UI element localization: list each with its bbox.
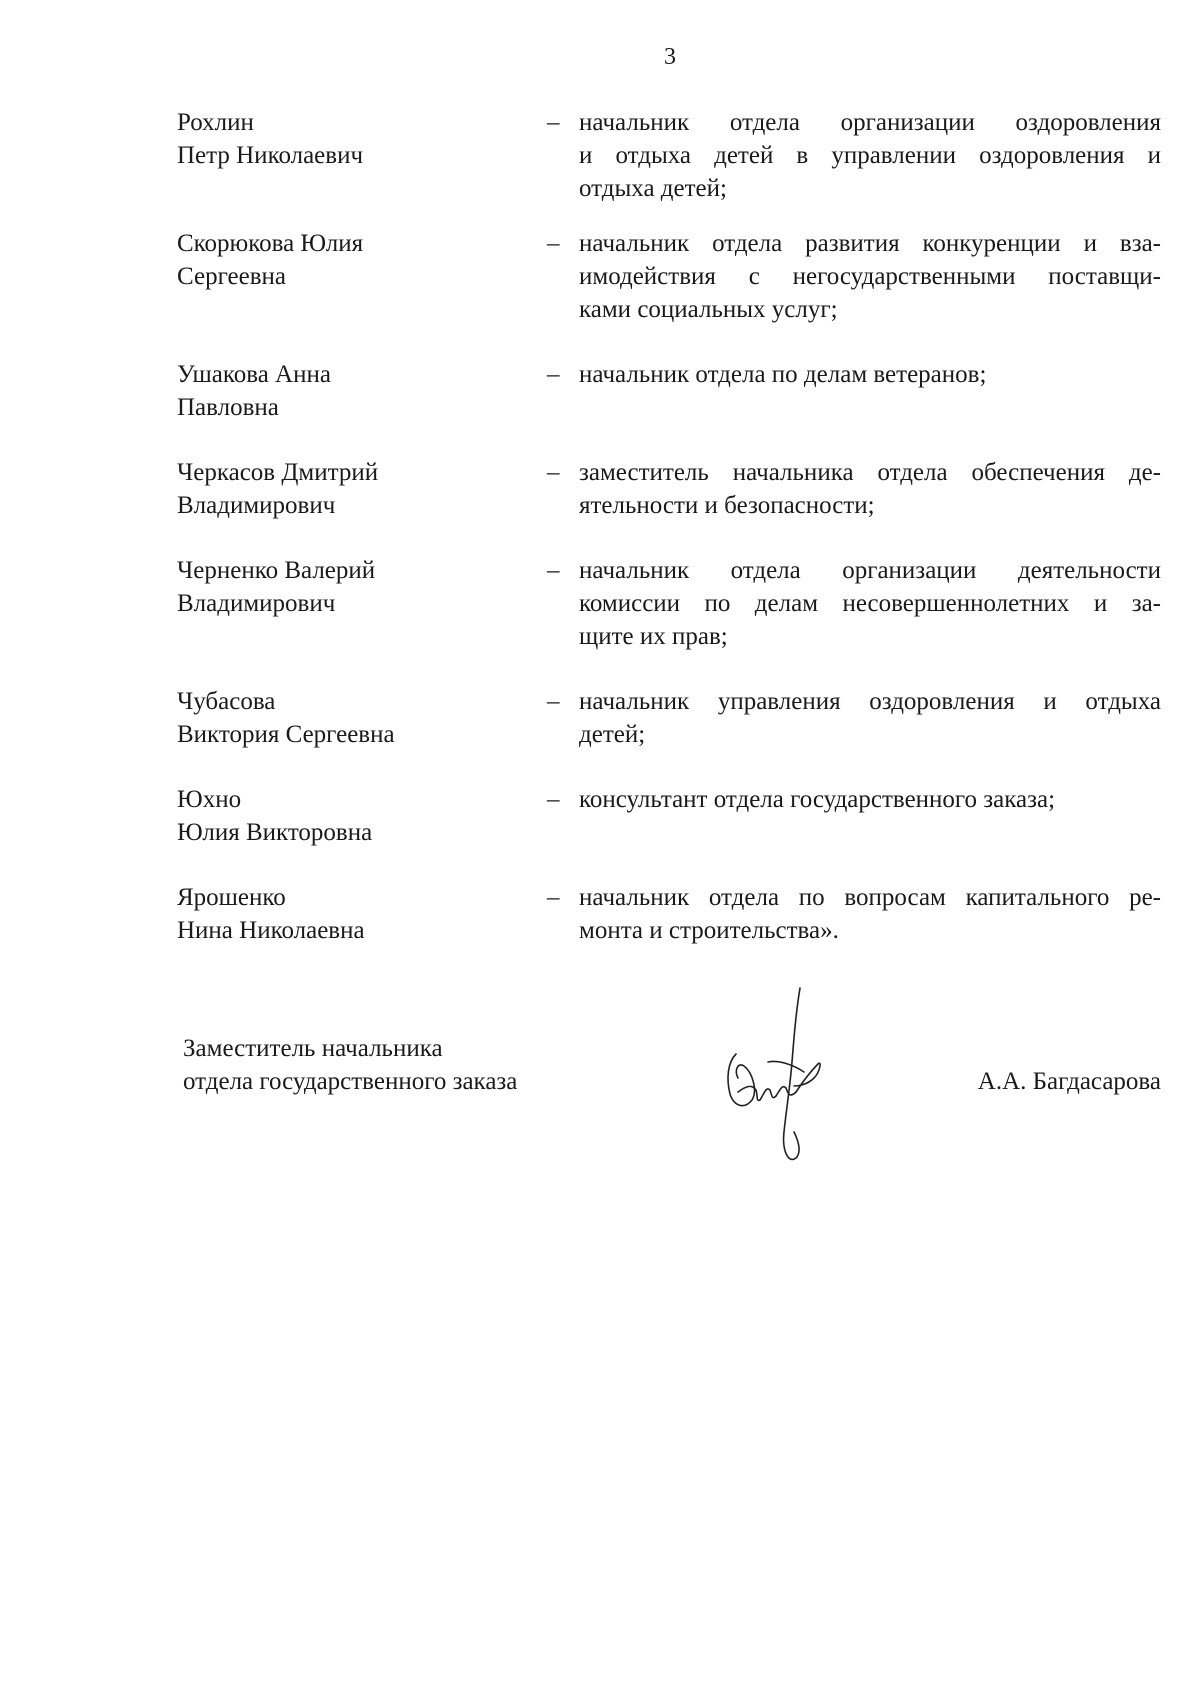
member-entry — [177, 358, 1161, 424]
role-line: консультант отдела государственного заказа; — [579, 786, 1056, 813]
member-surname: Ярошенко — [177, 884, 286, 911]
role-line: имодействия с негосударственными поставщи- — [579, 263, 1161, 290]
role-line: начальник отдела организации оздоровления — [579, 109, 1161, 136]
member-role — [579, 783, 1161, 816]
member-given-name: Владимирович — [177, 590, 336, 617]
dash: – — [547, 688, 560, 715]
signatory-name: А.А. Багдасарова — [977, 1068, 1161, 1095]
member-entry — [177, 456, 1161, 522]
member-given-name: Юлия Викторовна — [177, 819, 373, 846]
member-role — [579, 456, 1161, 522]
dash: – — [547, 557, 560, 584]
dash: – — [547, 459, 560, 486]
dash: – — [547, 230, 560, 257]
member-role — [579, 685, 1161, 751]
dash: – — [547, 361, 560, 388]
member-name — [177, 881, 547, 947]
member-given-name: Нина Николаевна — [177, 917, 365, 944]
role-line: отдыха детей; — [579, 175, 727, 202]
role-line: ками социальных услуг; — [579, 296, 838, 323]
signatory-position — [183, 1032, 517, 1098]
role-line: комиссии по делам несовершеннолетних и за- — [579, 590, 1161, 617]
member-given-name: Петр Николаевич — [177, 142, 364, 169]
member-surname: Ушакова Анна — [177, 361, 331, 388]
member-surname: Чубасова — [177, 688, 276, 715]
handwritten-signature — [708, 982, 858, 1172]
role-line: заместитель начальника отдела обеспечения де- — [579, 459, 1161, 486]
member-entry — [177, 554, 1161, 653]
member-name — [177, 358, 547, 424]
signature-block — [183, 1032, 1161, 1172]
page-number: 3 — [664, 44, 676, 70]
member-role — [579, 358, 1161, 391]
role-line: начальник отдела развития конкуренции и вза- — [579, 230, 1161, 257]
member-name — [177, 554, 547, 620]
member-surname: Черненко Валерий — [177, 557, 376, 584]
role-line: начальник отдела по вопросам капитального ре- — [579, 884, 1161, 911]
role-line: начальник отдела по делам ветеранов; — [579, 361, 987, 388]
member-role — [579, 106, 1161, 205]
position-line: отдела государственного заказа — [183, 1068, 518, 1095]
member-given-name: Владимирович — [177, 492, 336, 519]
signature-stroke — [784, 988, 800, 1159]
member-surname: Черкасов Дмитрий — [177, 459, 379, 486]
dash: – — [547, 884, 560, 911]
role-line: и отдыха детей в управлении оздоровления и — [579, 142, 1161, 169]
dash: – — [547, 786, 560, 813]
role-line: щите их прав; — [579, 623, 728, 650]
role-line: начальник управления оздоровления и отдыха — [579, 688, 1161, 715]
member-role — [579, 881, 1161, 947]
member-role — [579, 554, 1161, 653]
signature-stroke — [728, 1054, 754, 1106]
role-line: детей; — [579, 721, 646, 748]
member-entry — [177, 881, 1161, 947]
member-name — [177, 106, 547, 172]
member-name — [177, 685, 547, 751]
member-name — [177, 227, 547, 293]
member-name — [177, 783, 547, 849]
role-line: начальник отдела организации деятельности — [579, 557, 1161, 584]
member-surname: Скорюкова Юлия — [177, 230, 364, 257]
dash: – — [547, 109, 560, 136]
member-entry — [177, 106, 1161, 205]
position-line: Заместитель начальника — [183, 1035, 443, 1062]
member-given-name: Павловна — [177, 394, 279, 421]
member-role — [579, 227, 1161, 326]
member-entry — [177, 227, 1161, 326]
signature-stroke — [768, 1061, 804, 1072]
member-entry — [177, 685, 1161, 751]
member-entry — [177, 783, 1161, 849]
member-given-name: Виктория Сергеевна — [177, 721, 395, 748]
member-name — [177, 456, 547, 522]
role-line: ятельности и безопасности; — [579, 492, 875, 519]
member-given-name: Сергеевна — [177, 263, 286, 290]
role-line: монта и строительства». — [579, 917, 839, 944]
member-surname: Рохлин — [177, 109, 254, 136]
members-list — [177, 106, 1161, 947]
member-surname: Юхно — [177, 786, 242, 813]
